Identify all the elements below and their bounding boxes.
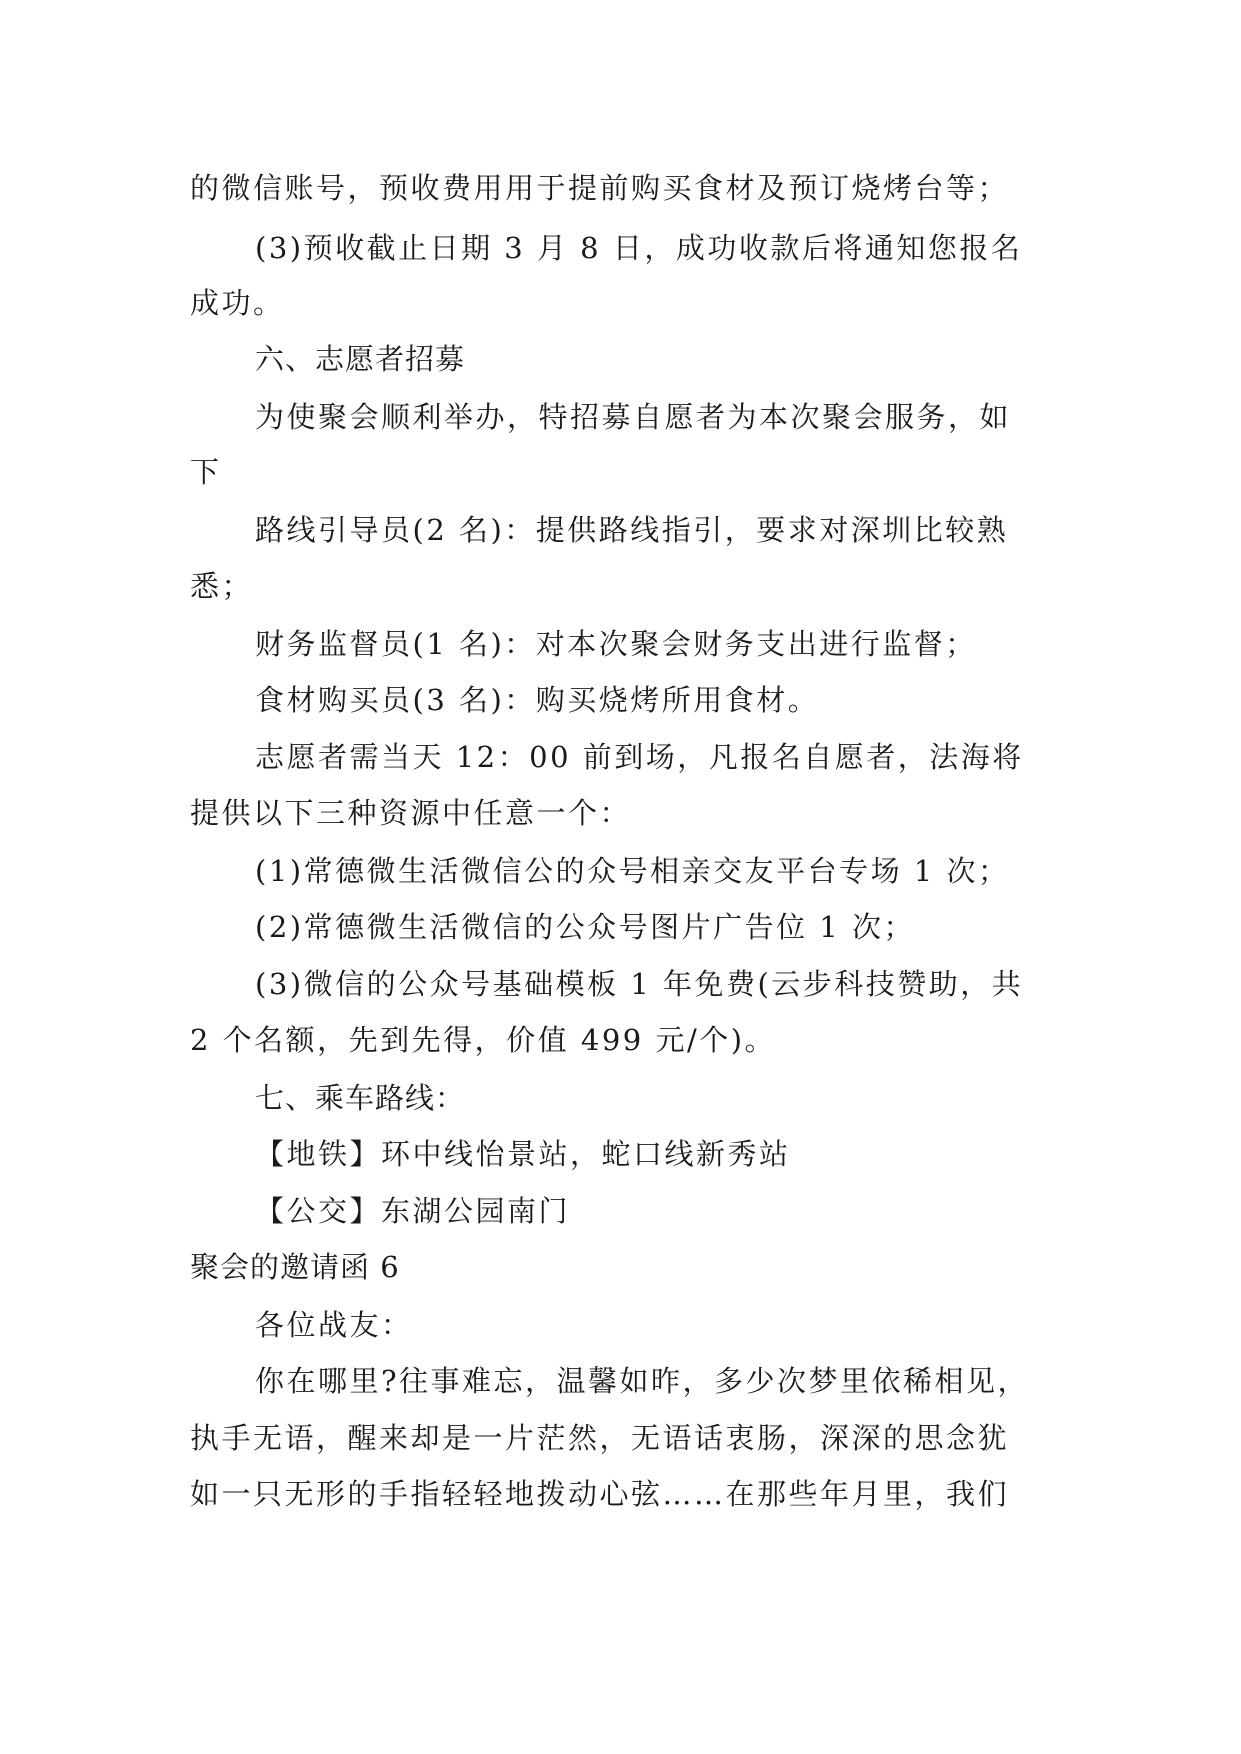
document-title: 聚会的邀请函 6 [190, 1250, 400, 1284]
text-line: (1)常德微生活微信公的众号相亲交友平台专场 1 次； [255, 854, 1010, 888]
text-line: 食材购买员(3 名)：购买烧烤所用食材。 [255, 683, 820, 717]
salutation: 各位战友： [255, 1308, 413, 1342]
text-line: 提供以下三种资源中任意一个： [190, 796, 632, 830]
text-line: (2)常德微生活微信的公众号图片广告位 1 次； [255, 910, 915, 944]
text-line: 你在哪里?往事难忘，温馨如昨，多少次梦里依稀相见， [255, 1364, 1030, 1398]
text-line: 【公交】东湖公园南门 [255, 1194, 571, 1228]
text-line: 【地铁】环中线怡景站，蛇口线新秀站 [255, 1137, 791, 1171]
text-line: (3)微信的公众号基础模板 1 年免费(云步科技赞助，共 [255, 967, 1024, 1001]
text-line: 成功。 [190, 286, 285, 320]
text-line: 执手无语，醒来却是一片茫然，无语话衷肠，深深的思念犹 [190, 1421, 1010, 1455]
text-line: 为使聚会顺利举办，特招募自愿者为本次聚会服务，如 [255, 400, 1012, 434]
text-line: 财务监督员(1 名)：对本次聚会财务支出进行监督； [255, 627, 977, 661]
text-line: 2 个名额，先到先得，价值 499 元/个)。 [190, 1023, 777, 1057]
text-line: 志愿者需当天 12：00 前到场，凡报名自愿者，法海将 [255, 740, 1024, 774]
text-line: 如一只无形的手指轻轻地拨动心弦……在那些年月里，我们 [190, 1477, 1010, 1511]
text-line: 下 [190, 455, 222, 489]
text-line: 的微信账号，预收费用用于提前购买食材及预订烧烤台等； [190, 171, 1010, 205]
section-heading: 七、乘车路线： [255, 1081, 466, 1115]
section-heading: 六、志愿者招募 [255, 342, 466, 376]
text-line: 悉； [190, 569, 254, 603]
text-line: 路线引导员(2 名)：提供路线指引，要求对深圳比较熟 [255, 513, 1009, 547]
text-line: (3)预收截止日期 3 月 8 日，成功收款后将通知您报名 [255, 231, 1023, 265]
